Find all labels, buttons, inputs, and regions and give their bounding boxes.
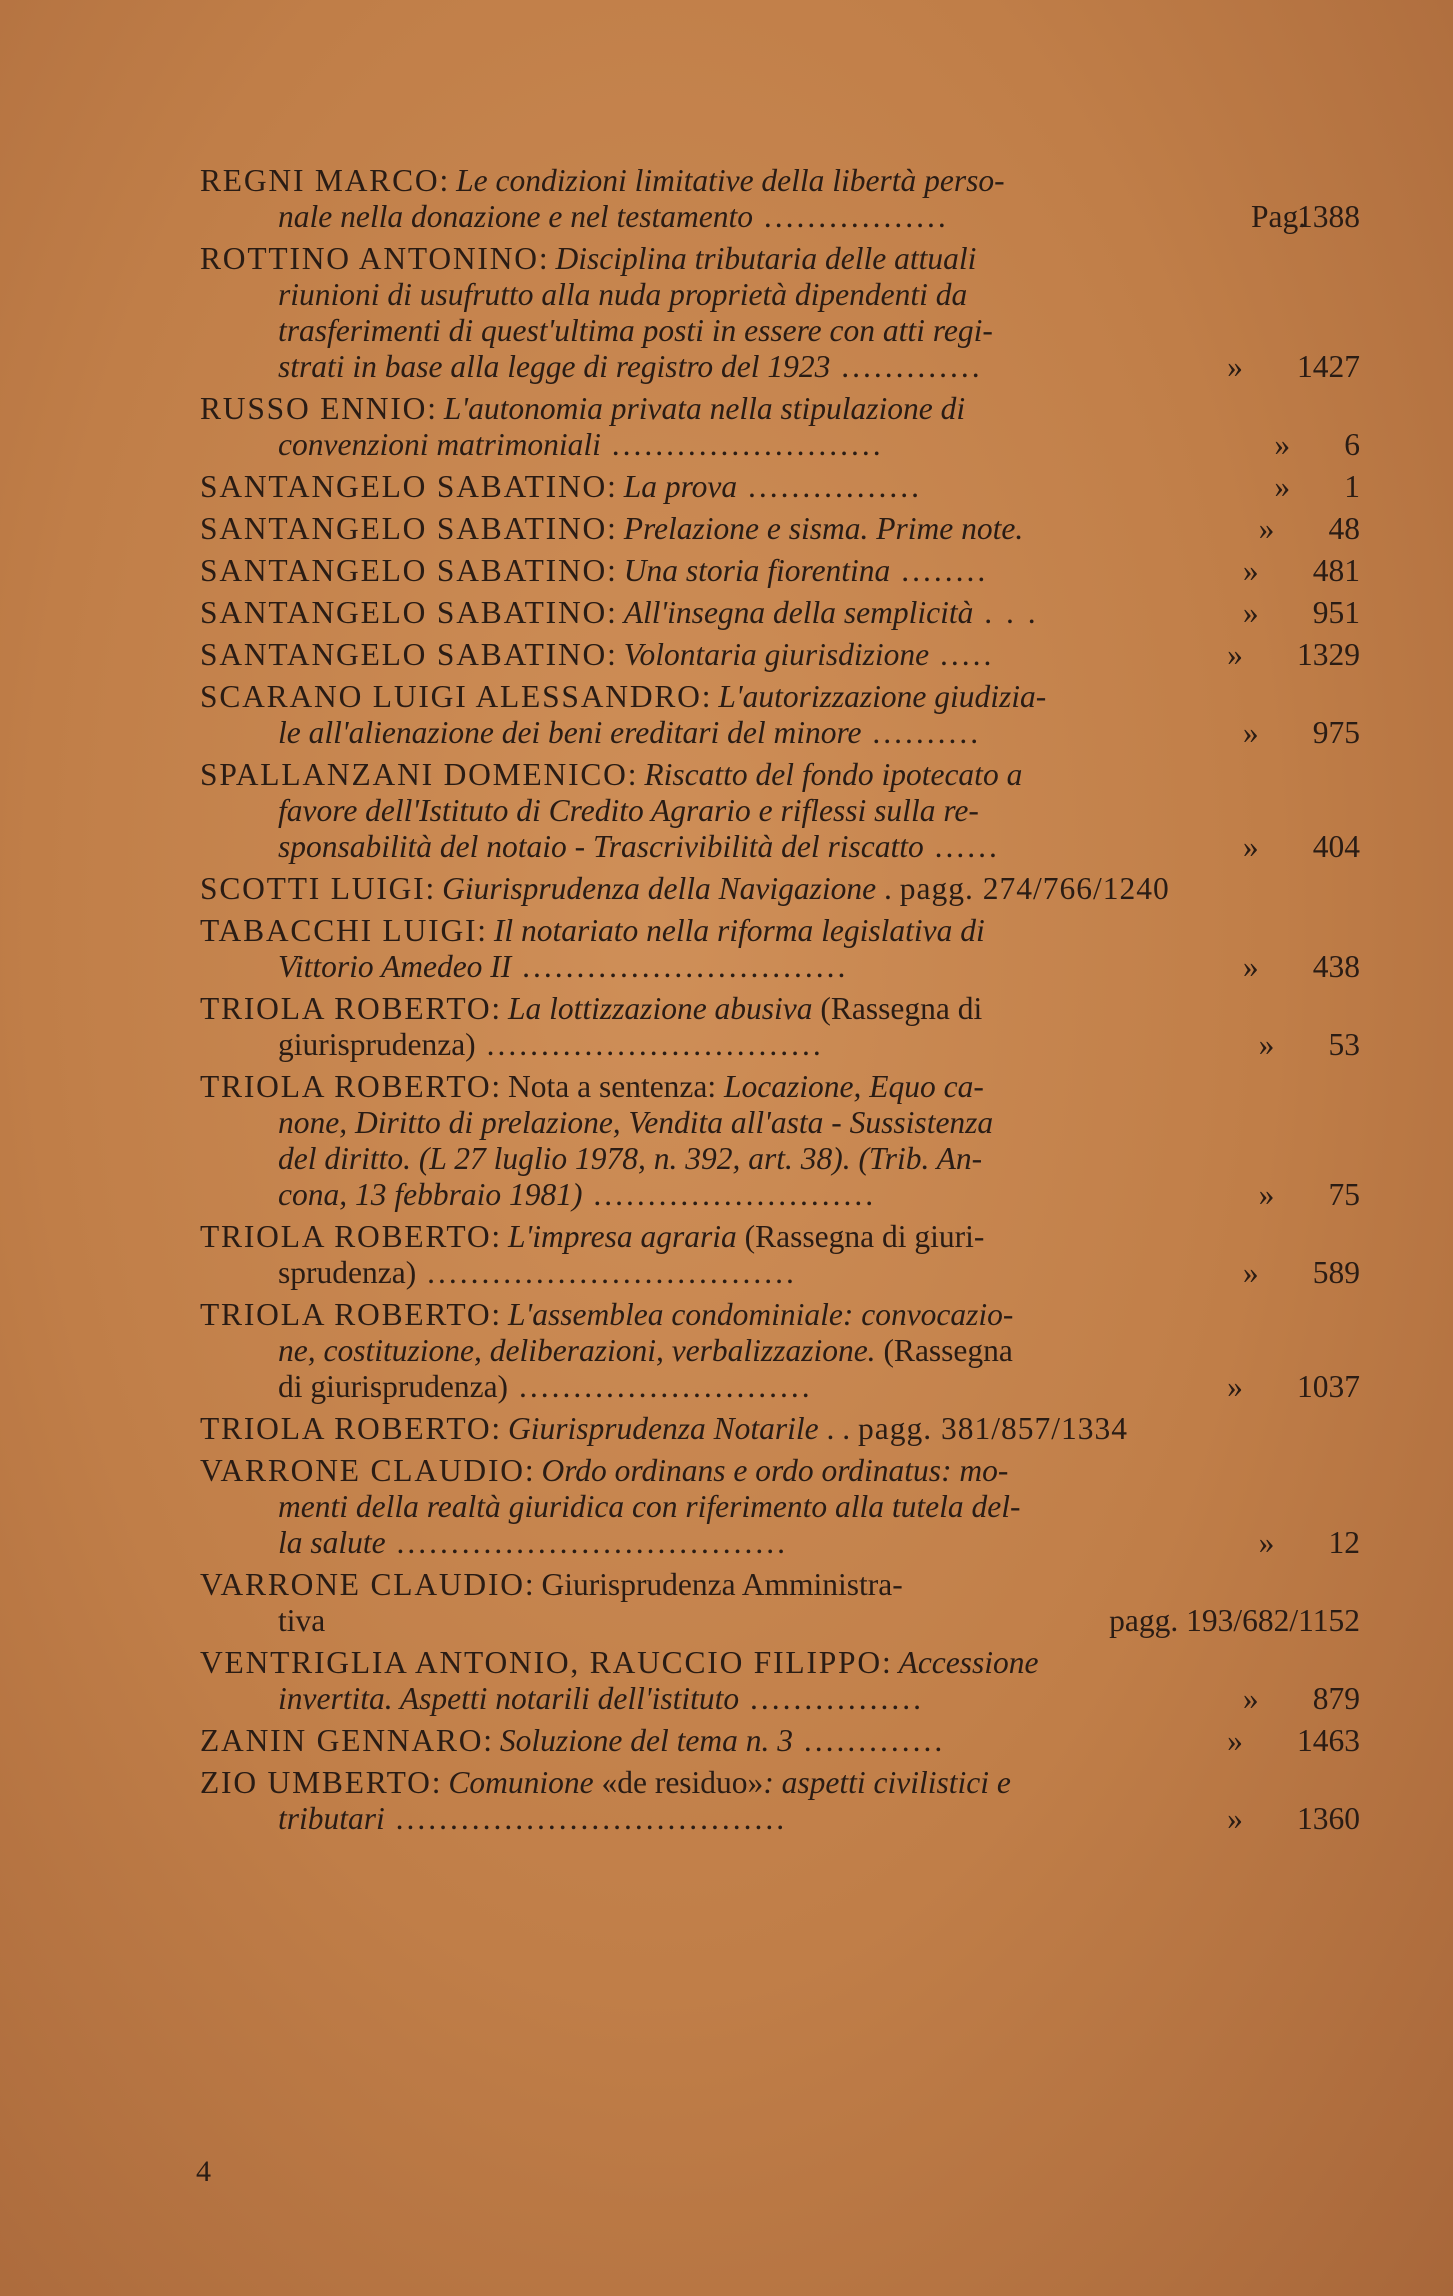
- page-number-ref: 53: [1328, 1027, 1360, 1062]
- article-title: La lottizzazione abusiva: [508, 991, 813, 1026]
- ditto-mark: »: [1227, 637, 1243, 672]
- article-title: : aspetti civilistici e: [763, 1765, 1011, 1800]
- page-references: pagg. 381/857/1334: [858, 1411, 1129, 1446]
- index-entry: [200, 1723, 1380, 1759]
- page-ref: [1237, 1255, 1360, 1291]
- article-title: le all'alienazione dei beni ereditari del minore: [278, 715, 862, 750]
- dot-leader: .....: [929, 637, 995, 672]
- page-ref: [1221, 1801, 1360, 1837]
- author-name: VENTRIGLIA ANTONIO, RAUCCIO FILIPPO: [200, 1645, 882, 1680]
- page-number-ref: 75: [1328, 1177, 1360, 1212]
- entry-line: [200, 1681, 1380, 1717]
- entry-text: :: [701, 679, 719, 714]
- ditto-mark: »: [1274, 469, 1291, 504]
- author-name: TABACCHI LUIGI: [200, 913, 478, 948]
- page-number-ref: 6: [1344, 427, 1360, 462]
- index-entry: [200, 241, 1380, 385]
- article-title: Volontaria giurisdizione: [623, 637, 930, 672]
- article-title: sponsabilità del notaio - Trascrivibilità del riscatto: [278, 829, 924, 864]
- page-ref: [1221, 1369, 1360, 1405]
- entry-text: tiva: [278, 1603, 326, 1638]
- ditto-mark: »: [1258, 1177, 1275, 1212]
- index-list: [200, 163, 1380, 1843]
- ditto-mark: »: [1242, 949, 1259, 984]
- page-number-ref: 48: [1328, 511, 1360, 546]
- author-name: SANTANGELO SABATINO: [200, 637, 608, 672]
- dot-leader: ..........: [861, 715, 982, 750]
- index-entry: [200, 1645, 1380, 1717]
- ditto-mark: »: [1242, 829, 1259, 864]
- article-title: menti della realtà giuridica con riferimento alla tutela del-: [278, 1489, 1021, 1524]
- entry-line: [200, 1489, 1380, 1525]
- ditto-mark: »: [1242, 553, 1259, 588]
- entry-text: sprudenza): [278, 1255, 417, 1290]
- page-ref: [1237, 553, 1360, 589]
- author-name: SANTANGELO SABATINO: [200, 553, 608, 588]
- dot-leader: ...........................: [508, 1369, 813, 1404]
- dot-leader: .............: [792, 1723, 946, 1758]
- entry-text: :: [431, 1765, 449, 1800]
- entry-line: [200, 469, 1380, 505]
- author-name: ZANIN GENNARO: [200, 1723, 484, 1758]
- article-title: Una storia fiorentina: [623, 553, 891, 588]
- index-entry: [200, 679, 1380, 751]
- entry-text: :: [607, 595, 624, 630]
- page-number-ref: 879: [1312, 1681, 1360, 1716]
- page-ref: [1253, 511, 1361, 547]
- ditto-mark: »: [1227, 1369, 1243, 1404]
- dot-leader: ..............................: [511, 949, 849, 984]
- ditto-mark: »: [1258, 511, 1275, 546]
- article-title: L'assemblea condominiale: convocazio-: [508, 1297, 1014, 1332]
- entry-line: [200, 871, 1380, 907]
- entry-line: [200, 241, 1380, 277]
- article-title: Locazione, Equo ca-: [724, 1069, 984, 1104]
- index-entry: [200, 1219, 1380, 1291]
- entry-text: :: [477, 913, 494, 948]
- article-title: trasferimenti di quest'ultima posti in essere con atti regi-: [278, 313, 993, 348]
- author-name: SANTANGELO SABATINO: [200, 469, 608, 504]
- index-entry: [200, 1765, 1380, 1837]
- author-name: TRIOLA ROBERTO: [200, 1297, 492, 1332]
- page-ref: [1268, 427, 1360, 463]
- page-number-ref: 1: [1344, 469, 1360, 504]
- page-ref: [1237, 1681, 1360, 1717]
- entry-line: [200, 427, 1380, 463]
- ditto-mark: »: [1242, 1681, 1259, 1716]
- author-name: VARRONE CLAUDIO: [200, 1567, 525, 1602]
- dot-leader: ....................................: [384, 1801, 788, 1836]
- entry-text: (Rassegna di: [812, 991, 983, 1026]
- article-title: riunioni di usufrutto alla nuda proprietà dipendenti da: [278, 277, 968, 312]
- page-number-ref: 404: [1312, 829, 1360, 864]
- author-name: TRIOLA ROBERTO: [200, 1219, 492, 1254]
- entry-line: [200, 1141, 1380, 1177]
- entry-line: [200, 949, 1380, 985]
- page-ref: [1253, 1027, 1361, 1063]
- article-title: Prelazione e sisma. Prime note.: [623, 511, 1024, 546]
- ditto-mark: »: [1274, 427, 1291, 462]
- entry-text: : Nota a sentenza:: [491, 1069, 725, 1104]
- page-ref: [1237, 949, 1360, 985]
- index-entry: [200, 511, 1380, 547]
- article-title: cona, 13 febbraio 1981): [278, 1177, 583, 1212]
- author-name: VARRONE CLAUDIO: [200, 1453, 525, 1488]
- article-title: Ordo ordinans e ordo ordinatus: mo-: [541, 1453, 1009, 1488]
- entry-line: [200, 829, 1380, 865]
- author-name: TRIOLA ROBERTO: [200, 1069, 492, 1104]
- article-title: Il notariato nella riforma legislativa di: [493, 913, 985, 948]
- entry-line: [200, 1027, 1380, 1063]
- article-title: La prova: [623, 469, 738, 504]
- entry-line: [200, 637, 1380, 673]
- entry-line: [200, 313, 1380, 349]
- index-entry: [200, 1453, 1380, 1561]
- page-ref: [1237, 595, 1360, 631]
- index-entry: [200, 469, 1380, 505]
- index-entry: [200, 391, 1380, 463]
- entry-text: .: [876, 871, 900, 906]
- dot-leader: .............: [830, 349, 983, 384]
- page-ref: [1237, 715, 1360, 751]
- page-number-ref: 1463: [1297, 1723, 1360, 1758]
- entry-line: [200, 511, 1380, 547]
- ditto-mark: »: [1258, 1027, 1275, 1062]
- article-title: Vittorio Amedeo II: [278, 949, 512, 984]
- page-ref: [1221, 637, 1360, 673]
- entry-line: [200, 1369, 1380, 1405]
- entry-line: [200, 277, 1380, 313]
- entry-line: [200, 349, 1380, 385]
- entry-line: [200, 1333, 1380, 1369]
- ditto-mark: Pag.: [1251, 199, 1307, 234]
- page-ref: [1221, 1723, 1360, 1759]
- page-number-ref: 1329: [1297, 637, 1360, 672]
- article-title: la salute: [278, 1525, 386, 1560]
- author-name: SANTANGELO SABATINO: [200, 511, 608, 546]
- author-name: SCOTTI LUIGI: [200, 871, 426, 906]
- entry-line: [200, 391, 1380, 427]
- dot-leader: ................: [739, 1681, 925, 1716]
- entry-line: [200, 991, 1380, 1027]
- author-name: SPALLANZANI DOMENICO: [200, 757, 628, 792]
- article-title: Disciplina tributaria delle attuali: [555, 241, 977, 276]
- entry-line: [200, 1069, 1380, 1105]
- dot-leader: .................: [753, 199, 949, 234]
- ditto-mark: »: [1227, 1723, 1243, 1758]
- entry-text: :: [881, 1645, 899, 1680]
- article-title: Comunione: [448, 1765, 594, 1800]
- entry-text: «de residuo»: [593, 1765, 764, 1800]
- article-title: favore dell'Istituto di Credito Agrario e riflessi sulla re-: [278, 793, 979, 828]
- dot-leader: ..................................: [416, 1255, 797, 1290]
- dot-leader: ....................................: [385, 1525, 788, 1560]
- entry-line: [200, 1411, 1380, 1447]
- page-ref: [1253, 1525, 1361, 1561]
- page-ref: [1251, 199, 1360, 235]
- article-title: nale nella donazione e nel testamento: [278, 199, 754, 234]
- article-title: Giurisprudenza Notarile: [508, 1411, 819, 1446]
- author-name: RUSSO ENNIO: [200, 391, 428, 426]
- index-entry: [200, 757, 1380, 865]
- article-title: none, Diritto di prelazione, Vendita all'asta - Sussistenza: [278, 1105, 994, 1140]
- entry-line: [200, 679, 1380, 715]
- entry-line: [200, 595, 1380, 631]
- page-ref: [1109, 1603, 1360, 1639]
- entry-text: :: [538, 241, 556, 276]
- entry-line: [200, 163, 1380, 199]
- page-ref: [1237, 829, 1360, 865]
- ditto-mark: »: [1227, 1801, 1243, 1836]
- entry-text: :: [607, 511, 624, 546]
- entry-text: di giurisprudenza): [278, 1369, 509, 1404]
- entry-line: [200, 553, 1380, 589]
- author-name: REGNI MARCO: [200, 163, 440, 198]
- page-number-ref: 975: [1312, 715, 1360, 750]
- index-entry: [200, 1411, 1380, 1447]
- article-title: invertita. Aspetti notarili dell'istituto: [278, 1681, 740, 1716]
- page-ref: [1221, 349, 1360, 385]
- index-entry: [200, 871, 1380, 907]
- index-entry: [200, 1069, 1380, 1213]
- entry-line: [200, 1255, 1380, 1291]
- article-title: convenzioni matrimoniali: [278, 427, 601, 462]
- page-number-ref: 1360: [1297, 1801, 1360, 1836]
- page-references: pagg. 274/766/1240: [899, 871, 1170, 906]
- entry-text: (Rassegna di giuri-: [736, 1219, 985, 1254]
- entry-line: [200, 1105, 1380, 1141]
- entry-line: [200, 793, 1380, 829]
- index-entry: [200, 637, 1380, 673]
- page-ref: [1268, 469, 1360, 505]
- entry-line: [200, 199, 1380, 235]
- page-number-ref: 1427: [1297, 349, 1360, 384]
- entry-line: [200, 1453, 1380, 1489]
- entry-text: :: [491, 1297, 509, 1332]
- entry-line: [200, 1525, 1380, 1561]
- author-name: ROTTINO ANTONINO: [200, 241, 539, 276]
- entry-text: . .: [818, 1411, 859, 1446]
- page-number-ref: 438: [1312, 949, 1360, 984]
- page-number-ref: 589: [1312, 1255, 1360, 1290]
- page-number-ref: pagg. 193/682/1152: [1109, 1603, 1360, 1638]
- dot-leader: ........: [890, 553, 989, 588]
- index-entry: [200, 1297, 1380, 1405]
- ditto-mark: »: [1258, 1525, 1275, 1560]
- page-number-ref: 1388: [1297, 199, 1360, 234]
- article-title: Accessione: [898, 1645, 1039, 1680]
- entry-line: [200, 715, 1380, 751]
- ditto-mark: »: [1227, 349, 1243, 384]
- article-title: Giurisprudenza della Navigazione: [442, 871, 877, 906]
- dot-leader: ................: [737, 469, 923, 504]
- entry-line: [200, 1297, 1380, 1333]
- entry-text: :: [524, 1453, 542, 1488]
- dot-leader: ..........................: [582, 1177, 877, 1212]
- article-title: tributari: [278, 1801, 385, 1836]
- entry-text: : Giurisprudenza Amministra-: [524, 1567, 903, 1602]
- article-title: L'impresa agraria: [508, 1219, 737, 1254]
- article-title: ne, costituzione, deliberazioni, verbalizzazione.: [278, 1333, 876, 1368]
- entry-line: [200, 757, 1380, 793]
- index-entry: [200, 553, 1380, 589]
- dot-leader: ...............................: [475, 1027, 824, 1062]
- entry-text: :: [427, 391, 444, 426]
- dot-leader: ......: [923, 829, 1000, 864]
- entry-line: [200, 1177, 1380, 1213]
- page-number: 4: [196, 2155, 211, 2188]
- page-number-ref: 481: [1312, 553, 1360, 588]
- entry-line: [200, 1645, 1380, 1681]
- index-entry: [200, 913, 1380, 985]
- author-name: TRIOLA ROBERTO: [200, 1411, 492, 1446]
- entry-text: :: [607, 469, 624, 504]
- article-title: L'autorizzazione giudizia-: [718, 679, 1047, 714]
- ditto-mark: »: [1242, 595, 1259, 630]
- article-title: Le condizioni limitative della libertà perso-: [456, 163, 1005, 198]
- index-entry: [200, 1567, 1380, 1639]
- entry-text: :: [627, 757, 645, 792]
- dot-leader: . . .: [973, 595, 1039, 630]
- page-number-ref: 1037: [1297, 1369, 1360, 1404]
- ditto-mark: »: [1242, 1255, 1259, 1290]
- article-title: strati in base alla legge di registro del 1923: [278, 349, 831, 384]
- index-entry: [200, 991, 1380, 1063]
- entry-line: [200, 913, 1380, 949]
- index-entry: [200, 163, 1380, 235]
- entry-line: [200, 1603, 1380, 1639]
- entry-text: (Rassegna: [875, 1333, 1013, 1368]
- entry-text: giurisprudenza): [278, 1027, 476, 1062]
- article-title: del diritto. (L 27 luglio 1978, n. 392, art. 38). (Trib. An-: [278, 1141, 983, 1176]
- article-title: L'autonomia privata nella stipulazione di: [443, 391, 966, 426]
- entry-text: :: [439, 163, 457, 198]
- entry-text: :: [607, 553, 624, 588]
- entry-line: [200, 1801, 1380, 1837]
- author-name: TRIOLA ROBERTO: [200, 991, 492, 1026]
- dot-leader: .........................: [600, 427, 884, 462]
- author-name: ZIO UMBERTO: [200, 1765, 432, 1800]
- article-title: All'insegna della semplicità: [623, 595, 974, 630]
- ditto-mark: »: [1242, 715, 1259, 750]
- entry-text: :: [607, 637, 624, 672]
- author-name: SCARANO LUIGI ALESSANDRO: [200, 679, 702, 714]
- article-title: Soluzione del tema n. 3: [499, 1723, 793, 1758]
- entry-text: :: [491, 1219, 509, 1254]
- page-number-ref: 951: [1312, 595, 1360, 630]
- index-entry: [200, 595, 1380, 631]
- entry-line: [200, 1723, 1380, 1759]
- entry-text: :: [425, 871, 443, 906]
- article-title: Riscatto del fondo ipotecato a: [644, 757, 1023, 792]
- page-number-ref: 12: [1328, 1525, 1360, 1560]
- author-name: SANTANGELO SABATINO: [200, 595, 608, 630]
- entry-line: [200, 1567, 1380, 1603]
- entry-text: :: [491, 991, 509, 1026]
- entry-text: :: [483, 1723, 500, 1758]
- page-ref: [1253, 1177, 1361, 1213]
- entry-line: [200, 1765, 1380, 1801]
- entry-line: [200, 1219, 1380, 1255]
- entry-text: :: [491, 1411, 509, 1446]
